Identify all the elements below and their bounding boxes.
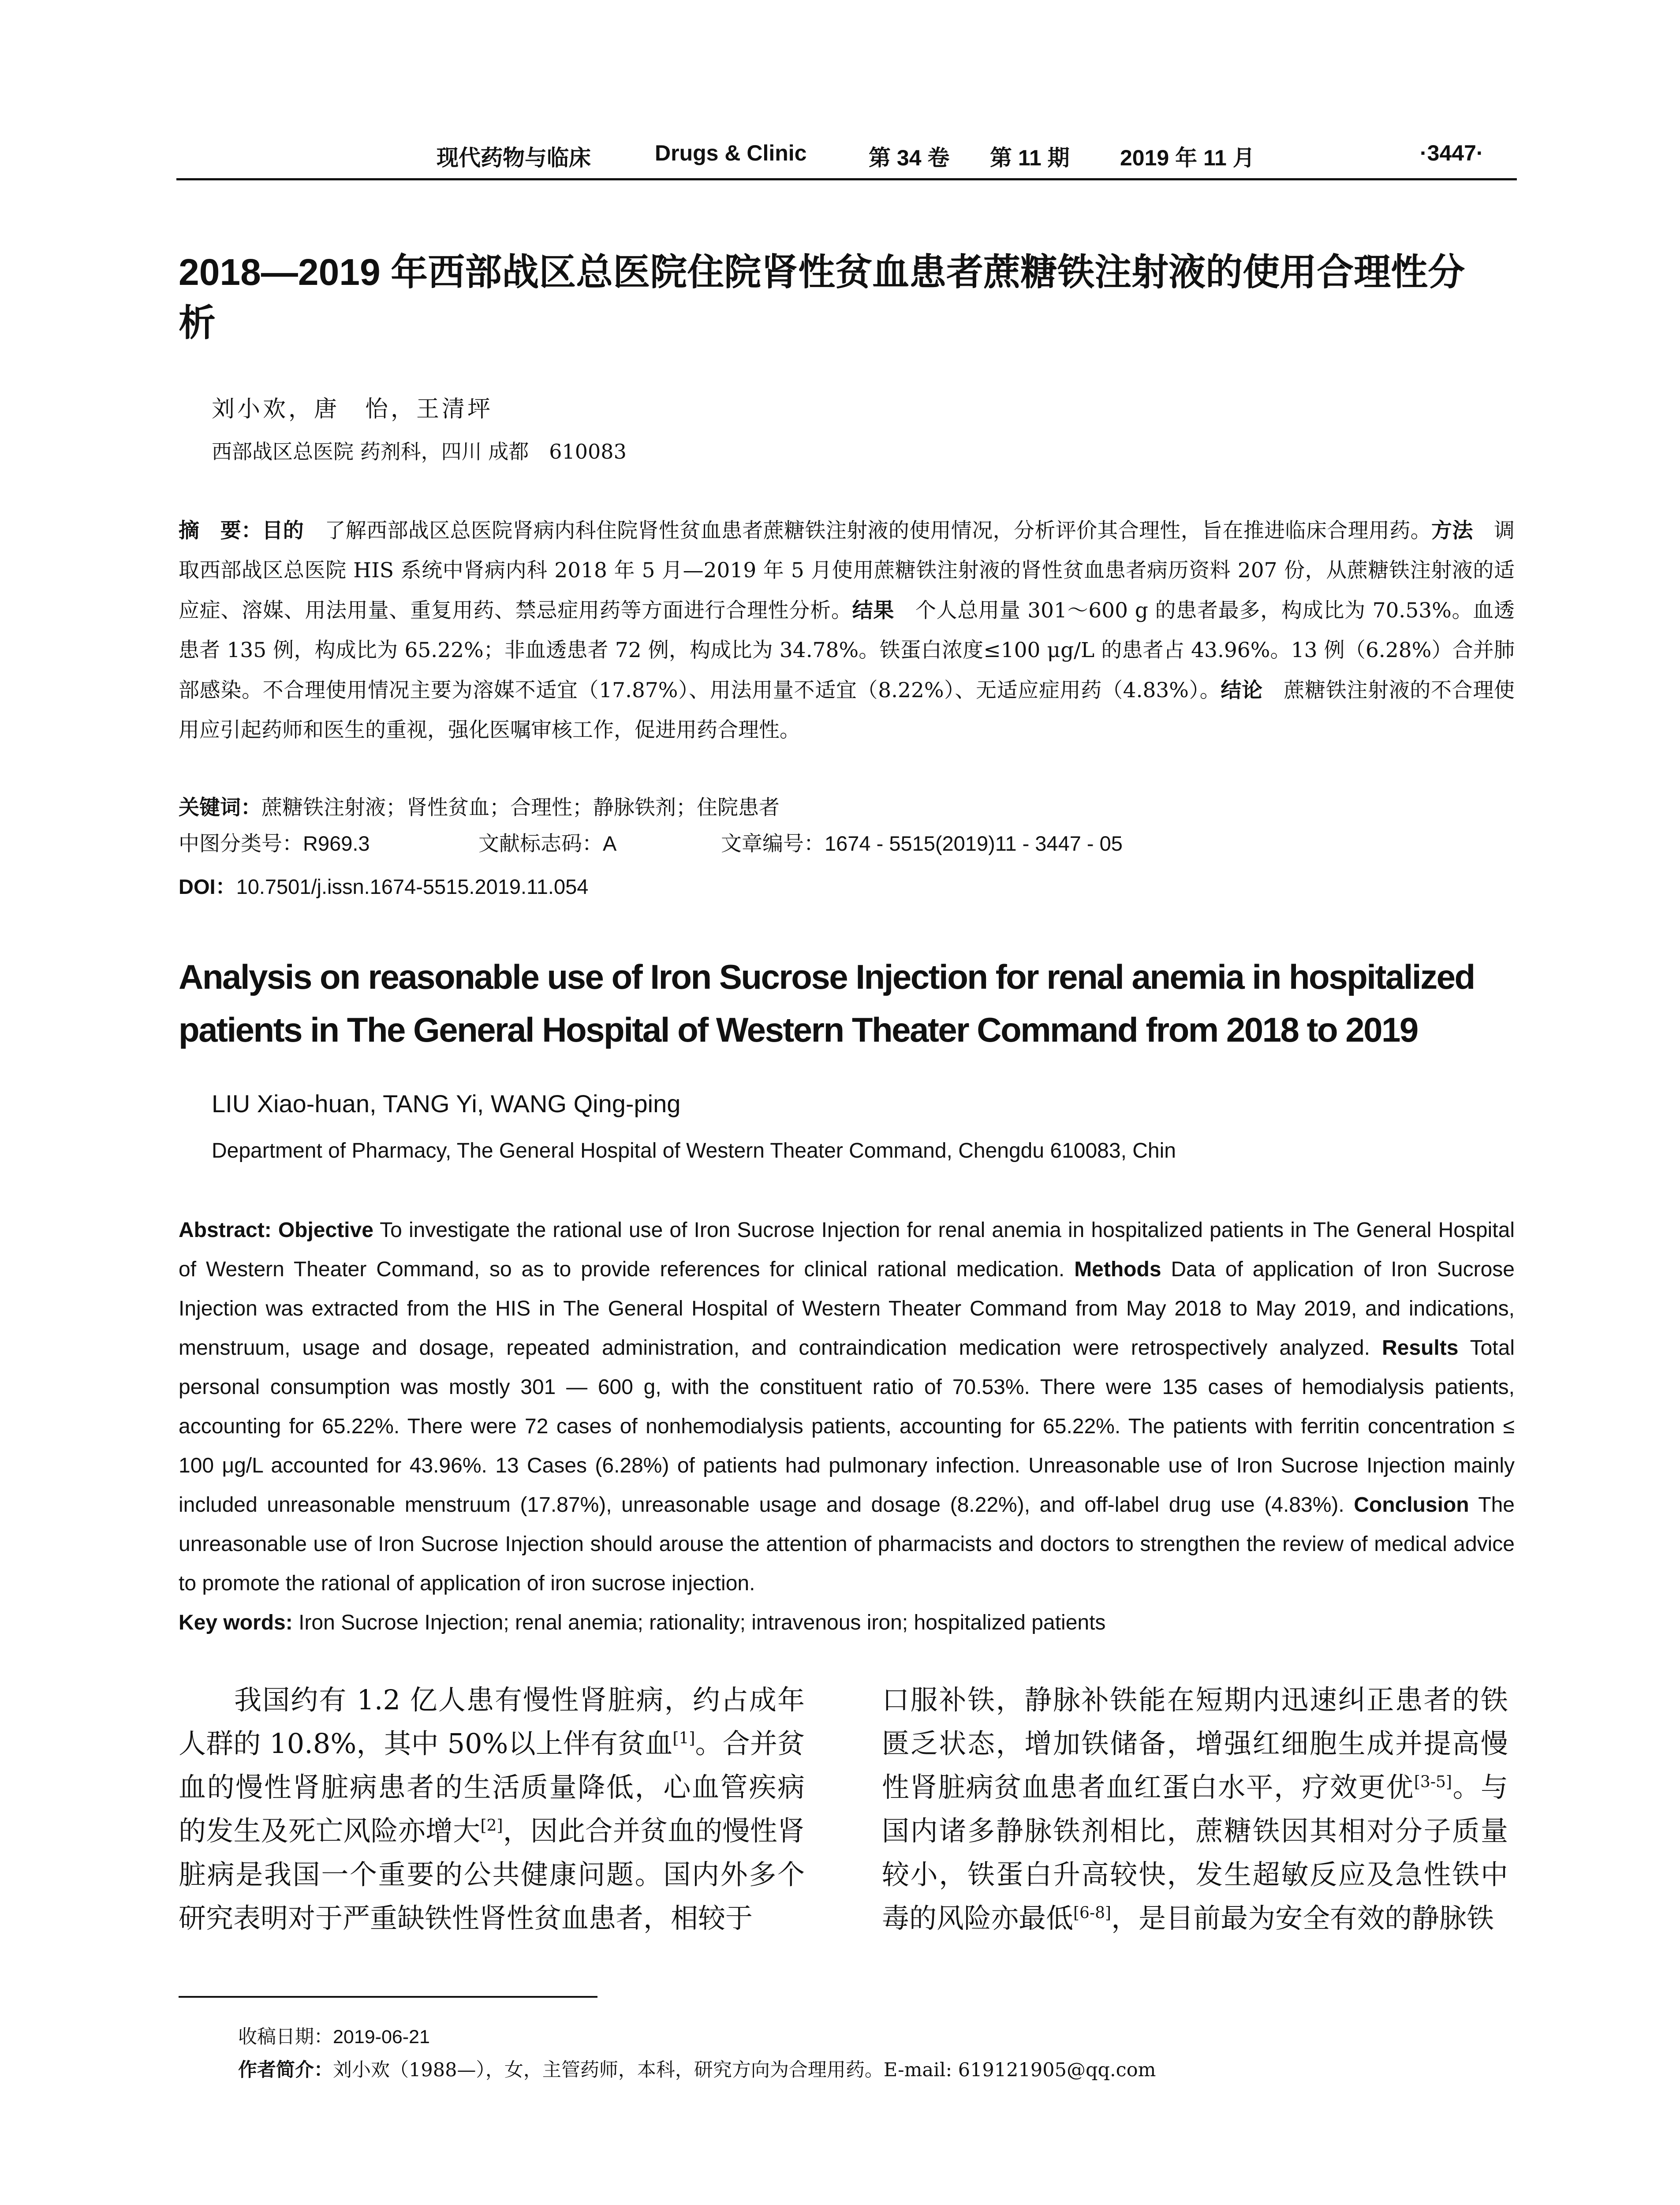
keywords-text-en: Iron Sucrose Injection; renal anemia; rationality; intravenous iron; hospitalized patients [292,1611,1106,1634]
abstract-cn [179,511,1515,750]
citation[interactable]: [2] [480,1816,503,1835]
body-text: ，因此合并贫血的慢性肾脏病是我国一个重要的公共健康问题。国内外多个研究表明对于严重缺铁性肾性贫血患者，相较于 [179,1815,805,1934]
keywords-label-en: Key words: [179,1611,293,1634]
body-text: 。合并贫血的慢性肾脏病患者的生活质量降低，心血管疾病的发生及死亡风险亦增大 [179,1727,805,1847]
results-text-cn: 个人总用量 301～600 g 的患者最多，构成比为 70.53%。血透患者 135 例，构成比为 65.22%；非血透患者 72 例，构成比为 34.78%。铁蛋白浓度≤100 μg/L 的患者占 43.96%。13 例（6.28%）合并肺部感染。不合理使用情况主要为溶媒不适宜（17.87%）、用法用量不适宜（8.22%）、无适应症用药（4.83%）。 [179,598,1515,703]
issue: 第 11 期 [990,146,1070,170]
citation[interactable]: [6-8] [1073,1904,1112,1922]
conclusion-text-cn: 蔗糖铁注射液的不合理使用应引起药师和医生的重视，强化医嘱审核工作，促进用药合理性。 [179,678,1515,742]
journal-name-cn: 现代药物与临床 [437,145,591,171]
objective-label-cn: 目的 [262,519,304,542]
article-number: 文章编号：1674 - 5515(2019)11 - 3447 - 05 [721,832,1123,855]
article-title-cn: 2018—2019 年西部战区总医院住院肾性贫血患者蔗糖铁注射液的使用合理性分析 [179,251,1465,344]
running-header [176,140,1517,176]
doi-value[interactable]: 10.7501/j.issn.1674-5515.2019.11.054 [236,875,589,898]
objective-text-cn: 了解西部战区总医院肾病内科住院肾性贫血患者蔗糖铁注射液的使用情况，分析评价其合理性，旨在推进临床合理用药。 [304,519,1431,543]
journal-name-en: Drugs & Clinic [655,141,807,165]
methods-text-cn: 调取西部战区总医院 HIS 系统中肾病内科 2018 年 5 月—2019 年 5 月使用蔗糖铁注射液的肾性贫血患者病历资料 207 份，从蔗糖铁注射液的适应症、溶媒、用法用量、重复用药、禁忌症用药等方面进行合理性分析。 [179,519,1515,623]
abstract-label-cn: 摘 要： [179,519,262,542]
body-text: 。与国内诸多静脉铁剂相比，蔗糖铁因其相对分子质量较小，铁蛋白升高较快，发生超敏反应及急性铁中毒的风险亦最低 [882,1771,1508,1934]
affiliation-en: Department of Pharmacy, The General Hospital of Western Theater Command, Chengdu 610083, Chin [212,1139,1176,1162]
footnote-rule [179,1996,597,1998]
results-label-cn: 结果 [852,598,895,622]
page-number: ·3447· [1420,141,1484,165]
methods-text-en: Data of application of Iron Sucrose Injection was extracted from the HIS in The General Hospital of Western Theater Command from May 2018 to May 2019, and indications, menstruum, usage and dosage, repeated administration, and contraindication medication were retrospectively analyzed. [179,1258,1515,1360]
header-rule [176,178,1517,180]
volume: 第 34 卷 [869,146,950,170]
keywords-en [179,1603,1515,1642]
conclusion-label-cn: 结论 [1221,678,1263,702]
clc-number: 中图分类号：R969.3 [179,832,370,855]
objective-label-en: Objective [278,1218,373,1242]
methods-label-en: Methods [1074,1258,1161,1281]
abstract-label-en: Abstract: [179,1218,272,1242]
citation[interactable]: [3-5] [1414,1773,1452,1791]
classification-line [179,827,1515,863]
doi-line [179,867,1515,907]
article-title-en: Analysis on reasonable use of Iron Sucrose Injection for renal anemia in hospitalized patients in The General Hospital of Western Theater Command from 2018 to 2019 [179,957,1475,1049]
objective-text-en: To investigate the rational use of Iron Sucrose Injection for renal anemia in hospitalized patients in The General Hospital of Western Theater Command, so as to provide references for clinical rational medication. [179,1218,1515,1281]
authors-en: LIU Xiao-huan, TANG Yi, WANG Qing-ping [212,1090,681,1117]
body-column-left [179,1678,805,1940]
author-bio [238,2055,1156,2082]
results-label-en: Results [1382,1336,1459,1360]
keywords-label-cn: 关键词： [179,796,261,819]
authors-cn: 刘小欢，唐 怡，王清坪 [212,396,493,422]
body-column-right [882,1678,1508,1940]
issue-date: 2019 年 11 月 [1120,146,1255,170]
body-text: ，是目前最为安全有效的静脉铁 [1111,1902,1494,1934]
affiliation-cn: 西部战区总医院 药剂科，四川 成都 610083 [212,440,627,463]
methods-label-cn: 方法 [1431,519,1473,542]
author-bio-label: 作者简介： [238,2059,333,2081]
results-text-en: Total personal consumption was mostly 301 — 600 g, with the constituent ratio of 70.53%. There were 135 cases of hemodialysis patients, accounting for 65.22%. There were 72 cases of nonhemodialysis patients, accounting for 65.22%. The patients with ferritin concentration ≤ 100 μg/L accounted for 43.96%. 13 Cases (6.28%) of patients had pulmonary infection. Unreasonable use of Iron Sucrose Injection mainly included unreasonable menstruum (17.87%), unreasonable usage and dosage (8.22%), and off-label drug use (4.83%). [179,1336,1515,1517]
doi-label: DOI： [179,875,236,898]
abstract-en [179,1211,1515,1603]
conclusion-label-en: Conclusion [1354,1493,1469,1517]
document-code: 文献标志码：A [478,832,617,855]
author-bio-text: 刘小欢（1988—），女，主管药师，本科，研究方向为合理用药。E-mail: 619121905@qq.com [333,2059,1156,2081]
citation[interactable]: [1] [672,1729,695,1748]
keywords-cn [179,788,1515,828]
body-text: 口服补铁，静脉补铁能在短期内迅速纠正患者的铁匮乏状态，增加铁储备，增强红细胞生成并提高慢性肾脏病贫血患者血红蛋白水平，疗效更优 [882,1684,1508,1803]
received-date: 收稿日期：2019-06-21 [238,2026,430,2048]
keywords-text-cn: 蔗糖铁注射液；肾性贫血；合理性；静脉铁剂；住院患者 [261,796,780,820]
conclusion-text-en: The unreasonable use of Iron Sucrose Injection should arouse the attention of pharmacists and doctors to strengthen the review of medical advice to promote the rational of application of iron sucrose injection. [179,1493,1515,1595]
body-text: 我国约有 1.2 亿人患有慢性肾脏病，约占成年人群的 10.8%，其中 50%以上伴有贫血 [179,1684,805,1760]
